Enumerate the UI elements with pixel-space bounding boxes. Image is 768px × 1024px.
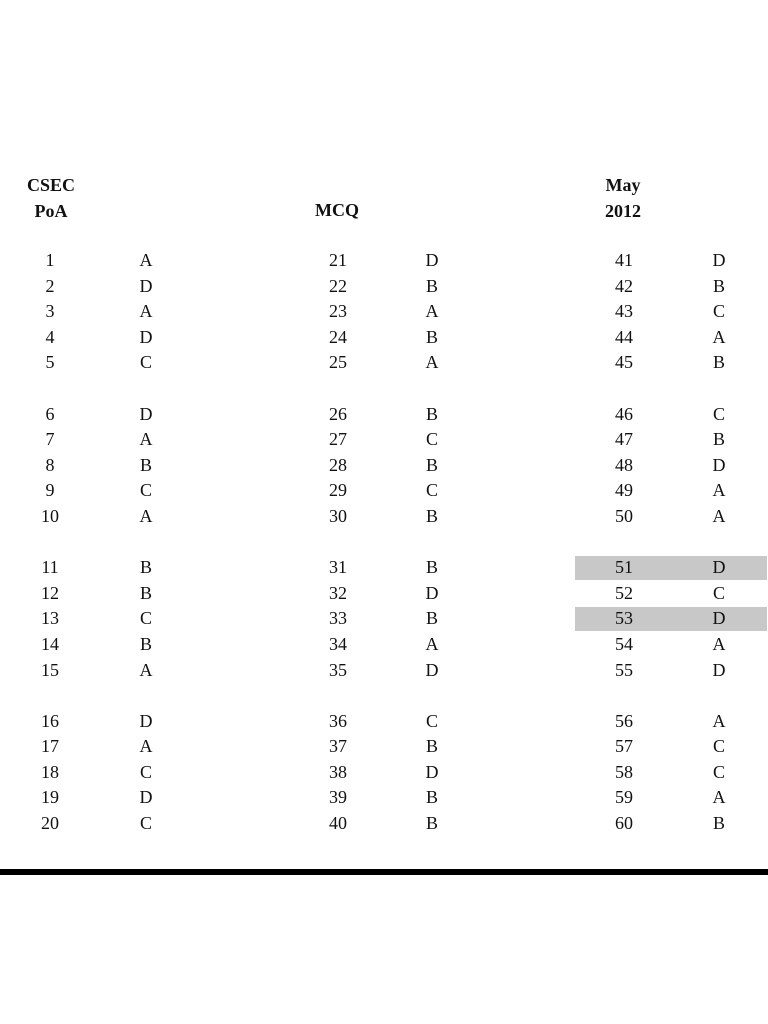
answer-letter: D bbox=[712, 250, 726, 270]
answer-letter: B bbox=[712, 352, 725, 373]
answer-row bbox=[308, 581, 500, 607]
answer-row bbox=[20, 478, 212, 504]
answer-row bbox=[20, 606, 212, 632]
answer-letter: D bbox=[139, 326, 153, 347]
answer-row bbox=[308, 274, 500, 300]
answer-letter: A bbox=[139, 301, 153, 322]
answer-row bbox=[594, 299, 768, 325]
question-number: 57 bbox=[615, 736, 633, 757]
answer-row bbox=[20, 402, 212, 428]
answer-row bbox=[308, 402, 500, 428]
answer-letter: D bbox=[712, 608, 726, 629]
answer-row bbox=[308, 709, 500, 735]
answer-letter: B bbox=[712, 813, 725, 834]
question-number: 16 bbox=[41, 710, 59, 731]
answer-letter: B bbox=[425, 275, 438, 296]
exam-board-label: CSEC bbox=[26, 175, 75, 195]
answer-letter: C bbox=[425, 480, 438, 501]
answer-row bbox=[308, 606, 500, 632]
answer-letter: C bbox=[712, 403, 725, 424]
answer-row bbox=[20, 325, 212, 351]
question-number: 13 bbox=[41, 608, 59, 629]
answer-letter: B bbox=[425, 505, 438, 526]
answer-letter: D bbox=[712, 659, 726, 680]
question-number: 1 bbox=[45, 250, 55, 270]
answer-letter: B bbox=[139, 557, 152, 578]
answer-row bbox=[308, 504, 500, 530]
answer-row bbox=[594, 785, 768, 811]
answer-letter: B bbox=[712, 275, 725, 296]
question-number: 24 bbox=[329, 326, 347, 347]
answer-row bbox=[20, 581, 212, 607]
question-number: 37 bbox=[329, 736, 347, 757]
question-number: 40 bbox=[329, 813, 347, 834]
question-number: 27 bbox=[329, 429, 347, 450]
question-number: 29 bbox=[329, 480, 347, 501]
question-number: 59 bbox=[615, 787, 633, 808]
answer-row bbox=[20, 350, 212, 376]
question-number: 14 bbox=[41, 633, 59, 654]
question-number: 22 bbox=[329, 275, 347, 296]
question-number: 46 bbox=[615, 403, 633, 424]
answer-row bbox=[308, 248, 500, 274]
answer-row bbox=[20, 427, 212, 453]
answer-row bbox=[594, 555, 768, 581]
answer-letter: A bbox=[712, 710, 726, 731]
answer-row bbox=[594, 811, 768, 837]
question-number: 53 bbox=[615, 608, 633, 629]
question-number: 5 bbox=[45, 352, 55, 373]
answer-letter: B bbox=[139, 454, 152, 475]
question-number: 60 bbox=[615, 813, 633, 834]
answer-row bbox=[308, 325, 500, 351]
question-number: 58 bbox=[615, 761, 633, 782]
question-number: 31 bbox=[329, 557, 347, 578]
question-number: 47 bbox=[615, 429, 633, 450]
answer-row bbox=[20, 632, 212, 658]
answer-letter: B bbox=[425, 813, 438, 834]
answer-row bbox=[308, 453, 500, 479]
answer-row bbox=[308, 350, 500, 376]
answer-column-1 bbox=[20, 248, 212, 837]
answer-letter: D bbox=[712, 454, 726, 475]
answer-letter: D bbox=[425, 250, 439, 270]
answer-letter: B bbox=[425, 557, 438, 578]
answer-row bbox=[20, 453, 212, 479]
answer-letter: B bbox=[425, 787, 438, 808]
question-number: 48 bbox=[615, 454, 633, 475]
answer-letter: D bbox=[425, 659, 439, 680]
answer-row bbox=[594, 632, 768, 658]
answer-letter: B bbox=[425, 403, 438, 424]
question-number: 26 bbox=[329, 403, 347, 424]
exam-date bbox=[583, 172, 663, 224]
answer-row bbox=[308, 658, 500, 684]
answer-letter: A bbox=[139, 250, 153, 270]
answer-row bbox=[594, 709, 768, 735]
question-number: 56 bbox=[615, 710, 633, 731]
answer-row bbox=[20, 299, 212, 325]
question-number: 35 bbox=[329, 659, 347, 680]
answer-letter: B bbox=[425, 608, 438, 629]
answer-row bbox=[20, 785, 212, 811]
answer-letter: C bbox=[712, 301, 725, 322]
answer-letter: C bbox=[139, 608, 152, 629]
exam-title bbox=[11, 172, 91, 224]
answer-letter: A bbox=[425, 301, 439, 322]
answer-row bbox=[308, 785, 500, 811]
answer-letter: B bbox=[425, 326, 438, 347]
question-number: 4 bbox=[45, 326, 55, 347]
answer-letter: C bbox=[712, 582, 725, 603]
question-number: 51 bbox=[615, 557, 633, 578]
answer-row bbox=[308, 427, 500, 453]
answer-letter: C bbox=[139, 813, 152, 834]
answer-row bbox=[594, 504, 768, 530]
answer-letter: B bbox=[712, 429, 725, 450]
answer-letter: D bbox=[425, 761, 439, 782]
answer-row bbox=[594, 350, 768, 376]
question-number: 10 bbox=[41, 505, 59, 526]
subject-label: PoA bbox=[34, 201, 68, 221]
question-number: 43 bbox=[615, 301, 633, 322]
mcq-label: MCQ bbox=[315, 200, 359, 220]
question-number: 44 bbox=[615, 326, 633, 347]
question-number: 33 bbox=[329, 608, 347, 629]
answer-row bbox=[20, 734, 212, 760]
question-number: 25 bbox=[329, 352, 347, 373]
question-number: 54 bbox=[615, 633, 633, 654]
answer-row bbox=[308, 760, 500, 786]
answer-row bbox=[594, 734, 768, 760]
question-number: 3 bbox=[45, 301, 55, 322]
answer-row bbox=[308, 811, 500, 837]
answer-letter: A bbox=[425, 352, 439, 373]
answer-row bbox=[308, 734, 500, 760]
answer-row bbox=[594, 581, 768, 607]
answer-column-3 bbox=[594, 248, 768, 837]
answer-row bbox=[594, 453, 768, 479]
answer-letter: B bbox=[425, 736, 438, 757]
answer-letter: C bbox=[139, 480, 152, 501]
question-number: 41 bbox=[615, 250, 633, 270]
answer-row bbox=[20, 811, 212, 837]
answer-row bbox=[20, 658, 212, 684]
answer-letter: A bbox=[139, 659, 153, 680]
exam-year-label: 2012 bbox=[605, 201, 641, 221]
answer-row bbox=[20, 504, 212, 530]
answer-letter: C bbox=[139, 761, 152, 782]
question-number: 20 bbox=[41, 813, 59, 834]
paper-type-label bbox=[297, 197, 377, 223]
answer-row bbox=[308, 555, 500, 581]
answer-row bbox=[594, 402, 768, 428]
question-number: 17 bbox=[41, 736, 59, 757]
question-number: 50 bbox=[615, 505, 633, 526]
question-number: 7 bbox=[45, 429, 55, 450]
answer-row bbox=[20, 709, 212, 735]
question-number: 52 bbox=[615, 582, 633, 603]
answer-row bbox=[594, 658, 768, 684]
answer-row bbox=[20, 760, 212, 786]
answer-letter: C bbox=[425, 429, 438, 450]
answer-letter: C bbox=[712, 736, 725, 757]
answer-letter: C bbox=[139, 352, 152, 373]
question-number: 15 bbox=[41, 659, 59, 680]
answer-letter: D bbox=[139, 787, 153, 808]
question-number: 23 bbox=[329, 301, 347, 322]
answer-row bbox=[308, 632, 500, 658]
question-number: 45 bbox=[615, 352, 633, 373]
answer-row bbox=[20, 248, 212, 274]
answer-letter: A bbox=[712, 505, 726, 526]
answer-row bbox=[594, 478, 768, 504]
question-number: 6 bbox=[45, 403, 55, 424]
answer-letter: A bbox=[712, 633, 726, 654]
question-number: 42 bbox=[615, 275, 633, 296]
bottom-divider bbox=[0, 869, 768, 875]
answer-letter: D bbox=[139, 403, 153, 424]
question-number: 2 bbox=[45, 275, 55, 296]
question-number: 55 bbox=[615, 659, 633, 680]
question-number: 19 bbox=[41, 787, 59, 808]
answer-letter: A bbox=[712, 480, 726, 501]
answer-row bbox=[20, 555, 212, 581]
answer-row bbox=[308, 478, 500, 504]
answer-letter: C bbox=[425, 710, 438, 731]
question-number: 49 bbox=[615, 480, 633, 501]
question-number: 11 bbox=[41, 557, 59, 578]
answer-column-2 bbox=[308, 248, 500, 837]
answer-letter: D bbox=[139, 710, 153, 731]
answer-row bbox=[20, 274, 212, 300]
question-number: 39 bbox=[329, 787, 347, 808]
question-number: 8 bbox=[45, 454, 55, 475]
question-number: 32 bbox=[329, 582, 347, 603]
question-number: 21 bbox=[329, 250, 347, 270]
answer-row bbox=[594, 325, 768, 351]
answer-row bbox=[594, 248, 768, 274]
question-number: 30 bbox=[329, 505, 347, 526]
answer-row bbox=[594, 427, 768, 453]
answer-letter: A bbox=[425, 633, 439, 654]
answer-row bbox=[594, 760, 768, 786]
answer-letter: B bbox=[139, 582, 152, 603]
question-number: 38 bbox=[329, 761, 347, 782]
question-number: 28 bbox=[329, 454, 347, 475]
answer-letter: A bbox=[712, 787, 726, 808]
answer-letter: D bbox=[139, 275, 153, 296]
answer-letter: A bbox=[139, 505, 153, 526]
answer-letter: A bbox=[139, 736, 153, 757]
answer-row bbox=[594, 606, 768, 632]
answer-letter: B bbox=[425, 454, 438, 475]
question-number: 12 bbox=[41, 582, 59, 603]
exam-month-label: May bbox=[605, 175, 641, 195]
question-number: 9 bbox=[45, 480, 55, 501]
answer-row bbox=[308, 299, 500, 325]
answer-letter: A bbox=[712, 326, 726, 347]
answer-letter: D bbox=[712, 557, 726, 578]
question-number: 36 bbox=[329, 710, 347, 731]
question-number: 34 bbox=[329, 633, 347, 654]
answer-letter: B bbox=[139, 633, 152, 654]
answer-letter: A bbox=[139, 429, 153, 450]
question-number: 18 bbox=[41, 761, 59, 782]
answer-letter: C bbox=[712, 761, 725, 782]
answer-row bbox=[594, 274, 768, 300]
answer-letter: D bbox=[425, 582, 439, 603]
